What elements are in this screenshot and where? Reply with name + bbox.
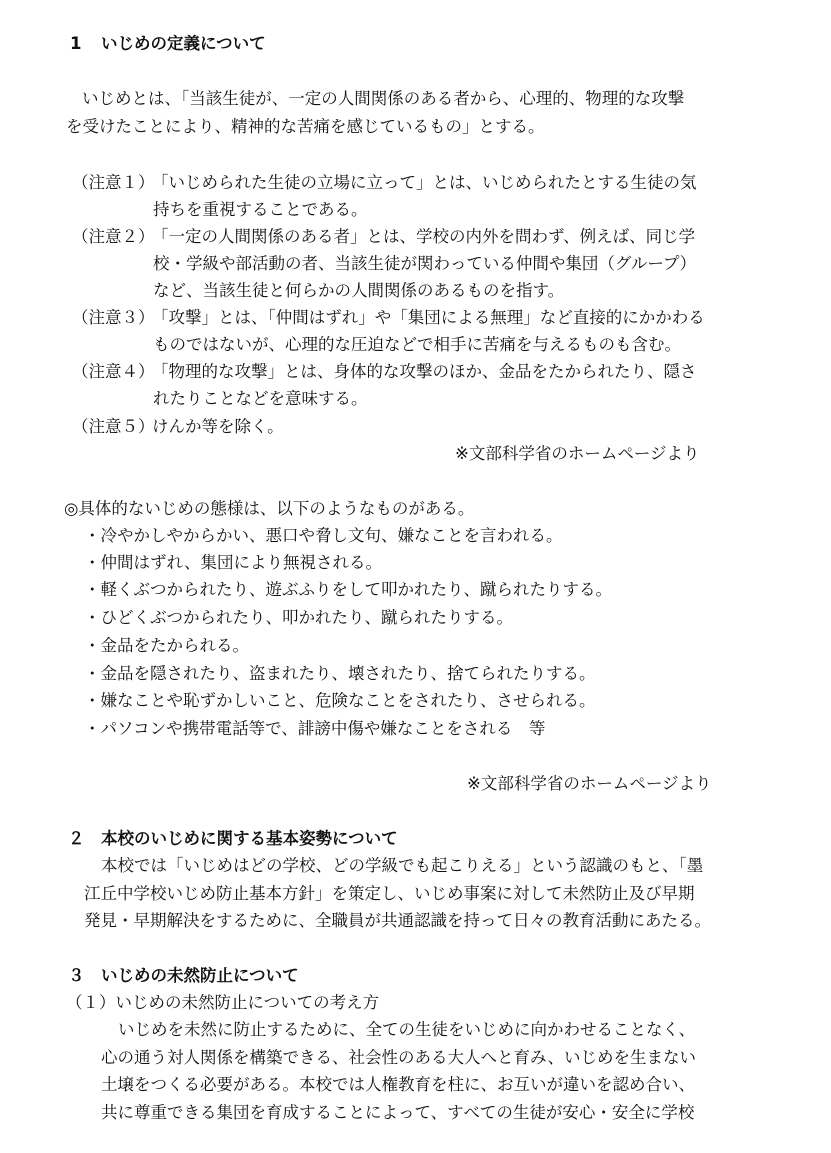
forms-item-5: ・金品をたかられる。 [84, 636, 249, 655]
definition-line-2: を受けたことにより、精神的な苦痛を感じているもの」とする。 [66, 117, 545, 136]
note-2-line-1: 「一定の人間関係のある者」とは、学校の内外を問わず、例えば、同じ学 [152, 227, 696, 246]
note-3-line-2: ものではないが、心理的な圧迫などで相手に苦痛を与えるものも含む。 [153, 335, 681, 354]
note-4-line-2: れたりことなどを意味する。 [153, 389, 368, 408]
source-note-1: ※文部科学省のホームページより [455, 444, 700, 463]
forms-item-1: ・冷やかしやからかい、悪口や脅し文句、嫌なことを言われる。 [84, 526, 563, 545]
section-2-number: ２ [68, 829, 85, 848]
section-1-number: 1 [70, 34, 82, 53]
note-2-line-3: など、当該生徒と何らかの人間関係のあるものを指す。 [153, 281, 565, 300]
section-3-heading: いじめの未然防止について [101, 966, 299, 985]
note-2-line-2: 校・学級や部活動の者、当該生徒が関わっている仲間や集団（グループ） [153, 254, 697, 273]
note-4-line-1: 「物理的な攻撃」とは、身体的な攻撃のほか、金品をたかられたり、隠さ [152, 362, 697, 381]
note-1-line-2: 持ちを重視することである。 [153, 200, 368, 219]
section-2-line-1: 本校では「いじめはどの学校、どの学級でも起こりえる」という認識のもと、「墨 [101, 856, 704, 875]
note-3-line-1: 「攻撃」とは、「仲間はずれ」や「集団による無理」など直接的にかかわる [152, 308, 705, 327]
section-2-heading: 本校のいじめに関する基本姿勢について [101, 829, 398, 848]
note-2-label: （注意２） [72, 227, 155, 246]
source-note-2: ※文部科学省のホームページより [467, 774, 712, 793]
forms-item-8: ・パソコンや携帯電話等で、誹謗中傷や嫌なことをされる 等 [84, 719, 546, 738]
note-5-line-1: けんか等を除く。 [152, 417, 284, 436]
forms-item-2: ・仲間はずれ、集団により無視される。 [84, 553, 382, 572]
section-1-heading: いじめの定義について [101, 34, 266, 53]
section-3-line-2: 心の通う対人関係を構築できる、社会性のある大人へと育み、いじめを生まない [101, 1048, 696, 1067]
section-3-line-4: 共に尊重できる集団を育成することによって、すべての生徒が安心・安全に学校 [101, 1103, 695, 1122]
note-1-label: （注意１） [72, 173, 155, 192]
section-3-line-1: いじめを未然に防止するために、全ての生徒をいじめに向かわせることなく、 [118, 1020, 696, 1039]
note-5-label: （注意５） [72, 417, 155, 436]
section-3-number: ３ [68, 966, 85, 985]
note-3-label: （注意３） [72, 308, 155, 327]
forms-item-4: ・ひどくぶつかられたり、叩かれたり、蹴られたりする。 [84, 608, 513, 627]
section-3-subheading: （１）いじめの未然防止についての考え方 [66, 993, 380, 1012]
note-1-line-1: 「いじめられた生徒の立場に立って」とは、いじめられたとする生徒の気 [152, 173, 697, 192]
section-3-line-3: 土壌をつくる必要がある。本校では人権教育を柱に、お互いが違いを認め合い、 [101, 1075, 695, 1094]
forms-item-6: ・金品を隠されたり、盗まれたり、壊されたり、捨てられたりする。 [84, 664, 596, 683]
forms-item-3: ・軽くぶつかられたり、遊ぶふりをして叩かれたり、蹴られたりする。 [84, 580, 612, 599]
definition-line-1: いじめとは、「当該生徒が、一定の人間関係のある者から、心理的、物理的な攻撃 [82, 89, 685, 108]
section-2-line-3: 発見・早期解決をするために、全職員が共通認識を持って日々の教育活動にあたる。 [84, 911, 711, 930]
section-2-line-2: 江丘中学校いじめ防止基本方針」を策定し、いじめ事案に対して未然防止及び早期 [84, 884, 695, 903]
forms-item-7: ・嫌なことや恥ずかしいこと、危険なことをされたり、させられる。 [84, 691, 596, 710]
note-4-label: （注意４） [72, 362, 155, 381]
forms-intro: ◎具体的ないじめの態様は、以下のようなものがある。 [64, 499, 475, 518]
